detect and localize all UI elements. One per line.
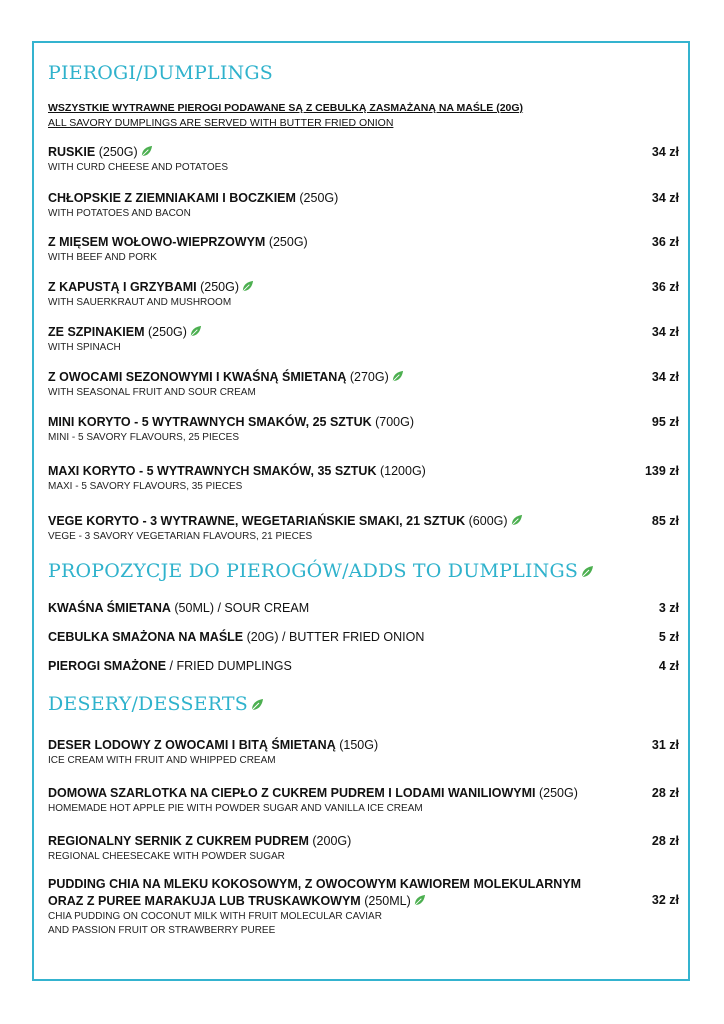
dessert-item-price: 28 zł xyxy=(651,834,679,848)
leaf-icon xyxy=(241,280,254,293)
menu-item-price: 34 zł xyxy=(651,145,679,159)
leaf-icon xyxy=(189,325,202,338)
menu-item-price: 34 zł xyxy=(651,325,679,339)
menu-item-name: Z KAPUSTĄ I GRZYBAMI (250G) xyxy=(48,280,254,295)
menu-item-price: 36 zł xyxy=(651,280,679,294)
dessert-item-desc: CHIA PUDDING ON COCONUT MILK WITH FRUIT MOLECULAR CAVIAR xyxy=(48,911,382,922)
leaf-icon xyxy=(140,145,153,158)
add-item-name: PIEROGI SMAŻONE / FRIED DUMPLINGS xyxy=(48,659,292,673)
add-item-name: CEBULKA SMAŻONA NA MAŚLE (20G) / BUTTER FRIED ONION xyxy=(48,630,425,644)
dessert-item-desc: REGIONAL CHEESECAKE WITH POWDER SUGAR xyxy=(48,851,285,862)
dessert-item-price: 32 zł xyxy=(651,893,679,907)
menu-item-desc: WITH POTATOES AND BACON xyxy=(48,208,191,219)
menu-item-name: CHŁOPSKIE Z ZIEMNIAKAMI I BOCZKIEM (250G) xyxy=(48,191,339,205)
note-en: ALL SAVORY DUMPLINGS ARE SERVED WITH BUTTER FRIED ONION xyxy=(48,117,394,129)
leaf-icon xyxy=(413,894,426,907)
menu-item-desc: MINI - 5 SAVORY FLAVOURS, 25 PIECES xyxy=(48,432,239,443)
menu-item-price: 36 zł xyxy=(651,235,679,249)
menu-item-name: MINI KORYTO - 5 WYTRAWNYCH SMAKÓW, 25 SZTUK (700G) xyxy=(48,415,415,429)
menu-item-name: MAXI KORYTO - 5 WYTRAWNYCH SMAKÓW, 35 SZTUK (1200G) xyxy=(48,464,426,478)
note-pl: WSZYSTKIE WYTRAWNE PIEROGI PODAWANE SĄ Z CEBULKĄ ZASMAŻANĄ NA MAŚLE (20G) xyxy=(48,102,524,114)
menu-item-name: Z OWOCAMI SEZONOWYMI I KWAŚNĄ ŚMIETANĄ (270G) xyxy=(48,370,404,385)
dessert-item-desc: ICE CREAM WITH FRUIT AND WHIPPED CREAM xyxy=(48,755,276,766)
menu-item-desc: WITH SAUERKRAUT AND MUSHROOM xyxy=(48,297,232,308)
dessert-item-desc: HOMEMADE HOT APPLE PIE WITH POWDER SUGAR AND VANILLA ICE CREAM xyxy=(48,803,423,814)
dessert-item-desc: AND PASSION FRUIT OR STRAWBERRY PUREE xyxy=(48,925,276,936)
dessert-item-price: 31 zł xyxy=(651,738,679,752)
dessert-item-name: ORAZ Z PUREE MARAKUJA LUB TRUSKAWKOWYM (250ML) xyxy=(48,894,426,909)
menu-item-desc: WITH SEASONAL FRUIT AND SOUR CREAM xyxy=(48,387,256,398)
menu-item-name: ZE SZPINAKIEM (250G) xyxy=(48,325,202,340)
menu-item-price: 34 zł xyxy=(651,370,679,384)
dessert-item-name: DESER LODOWY Z OWOCAMI I BITĄ ŚMIETANĄ (150G) xyxy=(48,738,379,752)
section-title-adds: PROPOZYCJE DO PIEROGÓW/ADDS TO DUMPLINGS xyxy=(48,560,594,582)
dessert-item-name: REGIONALNY SERNIK Z CUKREM PUDREM (200G) xyxy=(48,834,352,848)
section-title-pierogi: PIEROGI/DUMPLINGS xyxy=(48,62,273,84)
menu-item-name: VEGE KORYTO - 3 WYTRAWNE, WEGETARIAŃSKIE SMAKI, 21 SZTUK (600G) xyxy=(48,514,523,529)
menu-item-desc: VEGE - 3 SAVORY VEGETARIAN FLAVOURS, 21 PIECES xyxy=(48,531,313,542)
menu-item-desc: MAXI - 5 SAVORY FLAVOURS, 35 PIECES xyxy=(48,481,243,492)
menu-item-name: Z MIĘSEM WOŁOWO-WIEPRZOWYM (250G) xyxy=(48,235,308,249)
section-title-desserts: DESERY/DESSERTS xyxy=(48,693,264,715)
menu-item-price: 139 zł xyxy=(644,464,679,478)
dessert-item-price: 28 zł xyxy=(651,786,679,800)
add-item-price: 5 zł xyxy=(658,630,679,644)
menu-item-desc: WITH CURD CHEESE AND POTATOES xyxy=(48,162,229,173)
leaf-icon xyxy=(580,565,594,579)
leaf-icon xyxy=(250,698,264,712)
menu-item-price: 95 zł xyxy=(651,415,679,429)
menu-item-name: RUSKIE (250G) xyxy=(48,145,153,160)
menu-item-price: 34 zł xyxy=(651,191,679,205)
dessert-item-name: PUDDING CHIA NA MLEKU KOKOSOWYM, Z OWOCOWYM KAWIOREM MOLEKULARNYM xyxy=(48,877,582,891)
menu-item-desc: WITH SPINACH xyxy=(48,342,121,353)
leaf-icon xyxy=(391,370,404,383)
leaf-icon xyxy=(510,514,523,527)
add-item-price: 4 zł xyxy=(658,659,679,673)
add-item-price: 3 zł xyxy=(658,601,679,615)
dessert-item-name: DOMOWA SZARLOTKA NA CIEPŁO Z CUKREM PUDREM I LODAMI WANILIOWYMI (250G) xyxy=(48,786,578,800)
menu-item-desc: WITH BEEF AND PORK xyxy=(48,252,157,263)
add-item-name: KWAŚNA ŚMIETANA (50ML) / SOUR CREAM xyxy=(48,601,310,615)
menu-item-price: 85 zł xyxy=(651,514,679,528)
